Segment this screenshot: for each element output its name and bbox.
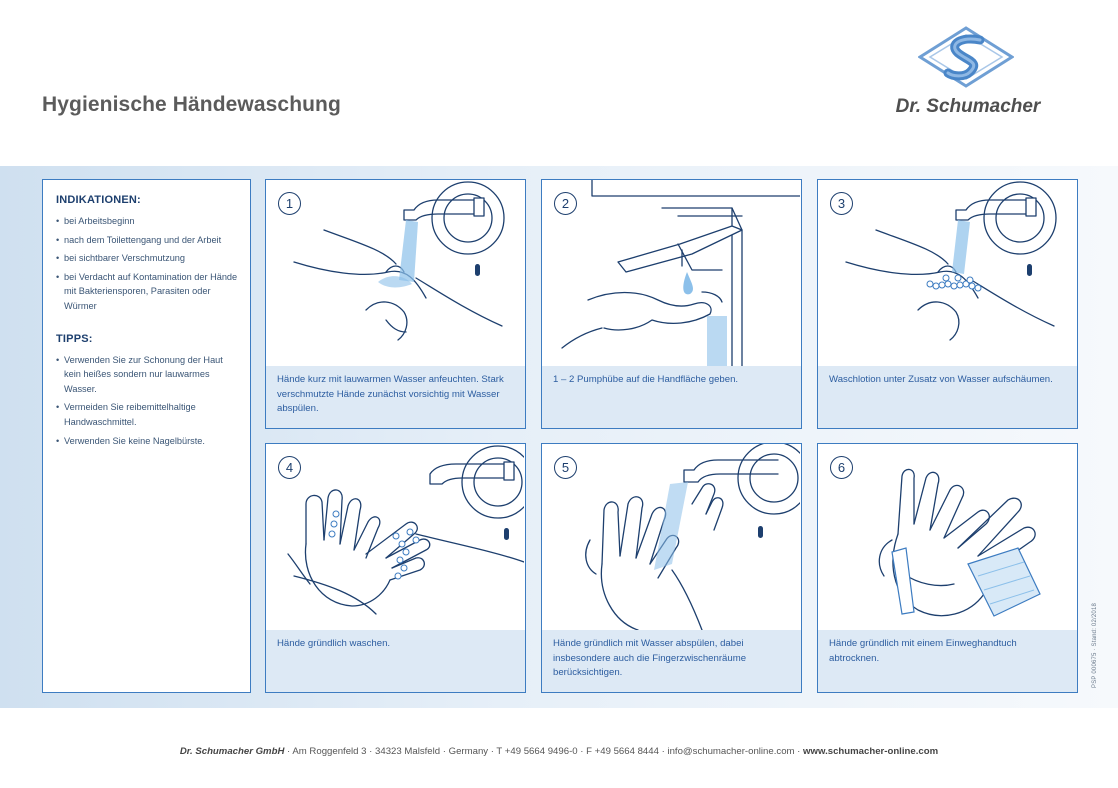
step-caption: Hände gründlich waschen. <box>266 630 525 692</box>
footer-website[interactable]: www.schumacher-online.com <box>803 746 939 757</box>
list-item: • bei sichtbarer Verschmutzung <box>56 251 238 266</box>
faucet-wet-hands-icon <box>266 180 524 366</box>
step-number: 4 <box>278 456 301 479</box>
list-item: • Vermeiden Sie reibemittelhaltige Handwaschmittel. <box>56 400 238 429</box>
step-caption: Hände kurz mit lauwarmen Wasser anfeuchten. Stark verschmutzte Hände zunächst vorsichtig mit Wasser abspülen. <box>266 366 525 428</box>
indications-heading: INDIKATIONEN: <box>56 194 141 206</box>
brand-logo <box>888 26 1048 126</box>
wash-hands-icon <box>266 444 524 630</box>
indications-list <box>56 214 238 314</box>
logo-diamond-icon <box>918 26 1014 88</box>
step-number: 2 <box>554 192 577 215</box>
step-number: 1 <box>278 192 301 215</box>
document-code: PSP 000675 · Stand: 02/2018 <box>1092 602 1098 688</box>
footer <box>0 746 1118 757</box>
step-caption: 1 – 2 Pumphübe auf die Handfläche geben. <box>542 366 801 428</box>
tips-list <box>56 353 238 449</box>
step-number: 3 <box>830 192 853 215</box>
rinse-hands-icon <box>542 444 800 630</box>
page-title: Hygienische Händewaschung <box>42 93 341 116</box>
list-item: • nach dem Toilettengang und der Arbeit <box>56 233 238 248</box>
brand-name: Dr. Schumacher <box>895 96 1041 117</box>
footer-company: Dr. Schumacher GmbH <box>179 746 285 757</box>
step-caption: Hände gründlich mit einem Einweghandtuch abtrocknen. <box>818 630 1077 692</box>
soap-dispenser-icon <box>542 180 800 366</box>
tips-heading: TIPPS: <box>56 332 93 345</box>
step-caption: Waschlotion unter Zusatz von Wasser aufschäumen. <box>818 366 1077 428</box>
step-card-5 <box>541 443 802 693</box>
list-item: • Verwenden Sie keine Nagelbürste. <box>56 434 238 449</box>
step-card-6 <box>817 443 1078 693</box>
step-number: 6 <box>830 456 853 479</box>
step-card-2 <box>541 179 802 429</box>
list-item: • Verwenden Sie zur Schonung der Haut kein heißes sondern nur lauwarmes Wasser. <box>56 353 238 397</box>
list-item: • bei Verdacht auf Kontamination der Hände mit Bakteriensporen, Parasiten oder Würmer <box>56 270 238 314</box>
step-card-4 <box>265 443 526 693</box>
dry-hands-towel-icon <box>818 444 1076 630</box>
step-card-3 <box>817 179 1078 429</box>
step-card-1 <box>265 179 526 429</box>
list-item: • bei Arbeitsbeginn <box>56 214 238 229</box>
lather-hands-icon <box>818 180 1076 366</box>
step-caption: Hände gründlich mit Wasser abspülen, dabei insbesondere auch die Fingerzwischenräume berücksichtigen. <box>542 630 801 692</box>
step-number: 5 <box>554 456 577 479</box>
info-panel <box>42 179 251 693</box>
footer-address: · Am Roggenfeld 3 · 34323 Malsfeld · Germany · T +49 5664 9496-0 · F +49 5664 8444 · info@schumacher-online.com · <box>284 746 804 757</box>
